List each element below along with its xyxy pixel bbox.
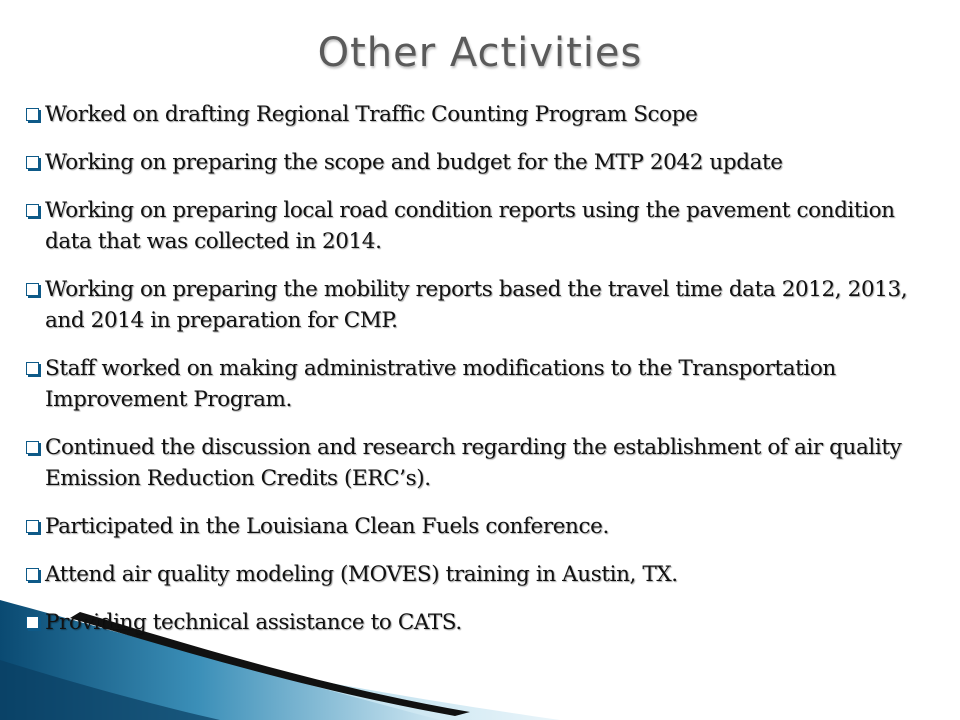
checkbox-square-icon — [26, 283, 39, 296]
bullet-item — [26, 99, 941, 130]
bullet-text: Attend air quality modeling (MOVES) training in Austin, TX. — [45, 562, 678, 587]
bullet-item — [26, 353, 941, 415]
bullet-list — [26, 99, 941, 638]
bullet-item — [26, 274, 941, 336]
bullet-text: Continued the discussion and research regarding the establishment of air quality Emission Reduction Credits (ERC’s). — [45, 435, 902, 491]
checkbox-square-icon — [26, 616, 39, 629]
checkbox-square-icon — [26, 362, 39, 375]
bullet-text: Participated in the Louisiana Clean Fuels conference. — [45, 514, 609, 539]
checkbox-square-icon — [26, 108, 39, 121]
checkbox-square-icon — [26, 204, 39, 217]
bullet-text: Working on preparing the mobility reports based the travel time data 2012, 2013, and 2014 in preparation for CMP. — [45, 277, 908, 333]
bullet-item — [26, 511, 941, 542]
checkbox-square-icon — [26, 520, 39, 533]
bullet-item — [26, 147, 941, 178]
bullet-item — [26, 607, 941, 638]
bullet-text: Working on preparing local road condition reports using the pavement condition data that was collected in 2014. — [45, 198, 895, 254]
bullet-item — [26, 195, 941, 257]
checkbox-square-icon — [26, 441, 39, 454]
bullet-text: Staff worked on making administrative modifications to the Transportation Improvement Program. — [45, 356, 836, 412]
bullet-text: Worked on drafting Regional Traffic Counting Program Scope — [45, 102, 698, 127]
checkbox-square-icon — [26, 568, 39, 581]
slide-title: Other Activities — [317, 30, 643, 76]
bullet-text: Working on preparing the scope and budget for the MTP 2042 update — [45, 150, 783, 175]
checkbox-square-icon — [26, 156, 39, 169]
bullet-text: Providing technical assistance to CATS. — [45, 610, 462, 635]
bullet-item — [26, 559, 941, 590]
bullet-item — [26, 432, 941, 494]
